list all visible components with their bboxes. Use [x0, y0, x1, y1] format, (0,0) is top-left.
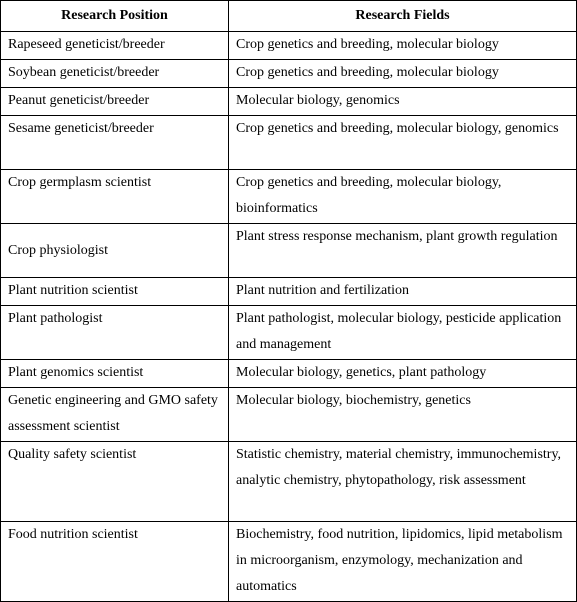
table-row: [1, 388, 577, 442]
table-row: [1, 116, 577, 170]
position-cell: Plant pathologist: [1, 306, 229, 360]
fields-cell: Molecular biology, biochemistry, genetics: [229, 388, 577, 442]
fields-cell: Crop genetics and breeding, molecular biology: [229, 60, 577, 88]
position-cell: Peanut geneticist/breeder: [1, 88, 229, 116]
position-cell: Plant genomics scientist: [1, 360, 229, 388]
fields-cell: Molecular biology, genomics: [229, 88, 577, 116]
table-row: [1, 306, 577, 360]
fields-cell: Statistic chemistry, material chemistry, immunochemistry, analytic chemistry, phytopathology, risk assessment: [229, 442, 577, 522]
table-row: [1, 88, 577, 116]
table-row: [1, 224, 577, 278]
position-cell: Plant nutrition scientist: [1, 278, 229, 306]
table-row: [1, 32, 577, 60]
header-research-position: Research Position: [1, 1, 229, 32]
position-cell: Genetic engineering and GMO safety assessment scientist: [1, 388, 229, 442]
table-row: [1, 522, 577, 602]
fields-cell: Plant stress response mechanism, plant growth regulation: [229, 224, 577, 278]
position-cell: Crop germplasm scientist: [1, 170, 229, 224]
fields-cell: Plant nutrition and fertilization: [229, 278, 577, 306]
position-cell: Crop physiologist: [1, 224, 229, 278]
table-header-row: [1, 1, 577, 32]
position-cell: Soybean geneticist/breeder: [1, 60, 229, 88]
fields-cell: Crop genetics and breeding, molecular biology, bioinformatics: [229, 170, 577, 224]
fields-cell: Crop genetics and breeding, molecular biology, genomics: [229, 116, 577, 170]
table-row: [1, 170, 577, 224]
table-row: [1, 278, 577, 306]
header-research-fields: Research Fields: [229, 1, 577, 32]
fields-cell: Molecular biology, genetics, plant pathology: [229, 360, 577, 388]
fields-cell: Biochemistry, food nutrition, lipidomics, lipid metabolism in microorganism, enzymology, mechanization and automatics: [229, 522, 577, 602]
table-row: [1, 442, 577, 522]
fields-cell: Plant pathologist, molecular biology, pesticide application and management: [229, 306, 577, 360]
fields-cell: Crop genetics and breeding, molecular biology: [229, 32, 577, 60]
position-cell: Food nutrition scientist: [1, 522, 229, 602]
position-cell: Rapeseed geneticist/breeder: [1, 32, 229, 60]
position-cell: Sesame geneticist/breeder: [1, 116, 229, 170]
table-row: [1, 360, 577, 388]
table-row: [1, 60, 577, 88]
position-cell: Quality safety scientist: [1, 442, 229, 522]
